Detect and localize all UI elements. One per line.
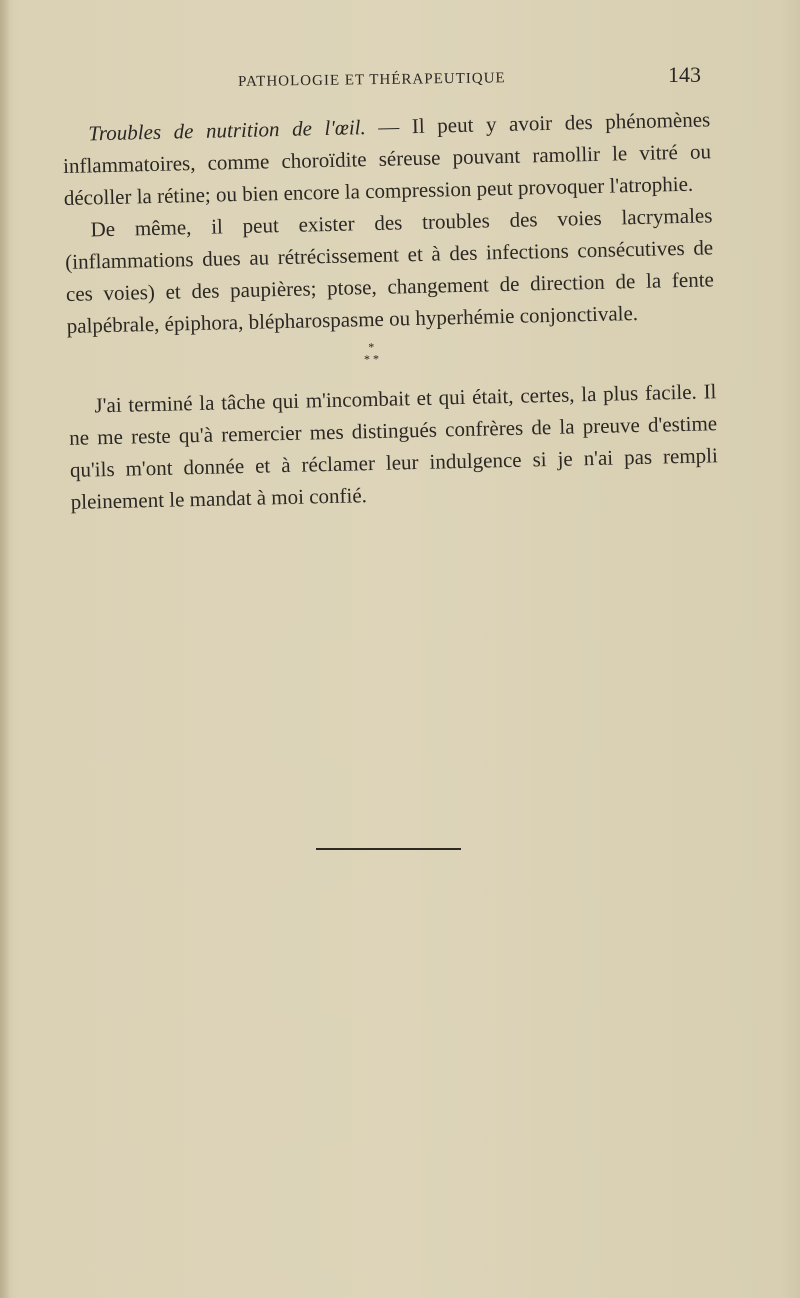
page-binding-edge xyxy=(0,0,10,1298)
page-number: 143 xyxy=(668,62,701,87)
closing-rule xyxy=(316,848,461,850)
paragraph-nutrition xyxy=(62,103,712,214)
running-head: PATHOLOGIE ET THÉRAPEUTIQUE xyxy=(238,70,506,90)
asterism-bottom: * * xyxy=(363,351,380,367)
paragraph-conclusion: J'ai terminé la tâche qui m'incombait et qui était, certes, la plus facile. Il ne me reste qu'à remercier mes distingués confrères de la preuve d'estime qu'ils m'ont donnée et à réclamer leur indulgence si je n'ai pas rempli pleinement le mandat à moi confié. xyxy=(68,379,719,514)
section-heading: Troubles de nutrition de l'œil. xyxy=(88,115,366,146)
body-text xyxy=(62,103,719,518)
asterism-top: * xyxy=(368,339,375,355)
paragraph-lacrymal: De même, il peut exister des troubles des voies lacrymales (inflammations dues au rétrécissement et à des infections consécutives de ces voies) et des paupières; ptose, changement de direction de la fente palpébrale, épiphora, blépharospasme ou hyperhémie conjonctivale. xyxy=(64,203,715,338)
paragraph-text: — Il peut y avoir des phénomènes inflammatoires, comme choroïdite séreuse pouvant ramollir le vitré ou décoller la rétine; ou bien encore la compression peut provoquer l'atrophie. xyxy=(62,107,712,210)
